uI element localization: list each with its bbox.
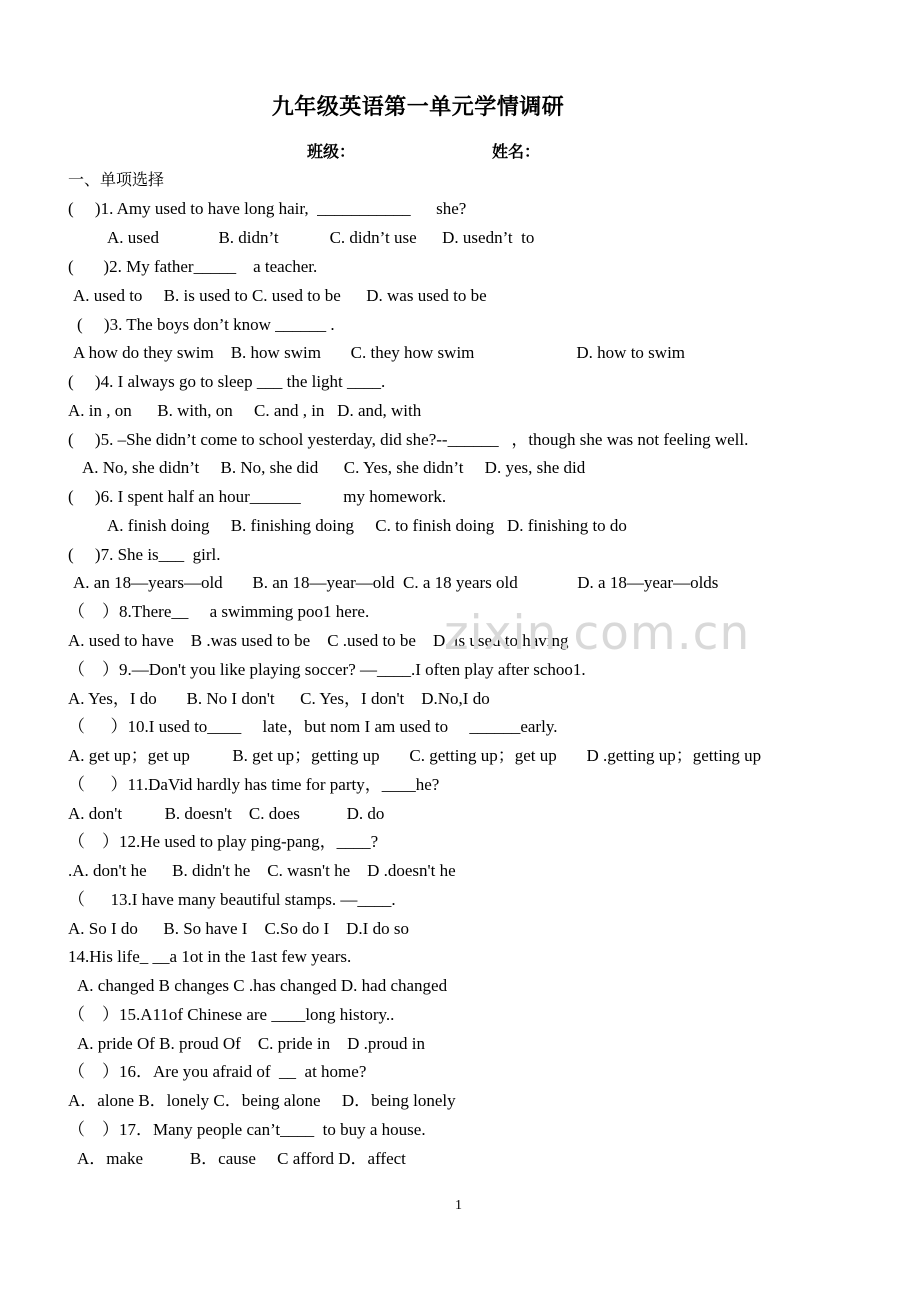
name-label: 姓名：: [492, 142, 541, 161]
question-6: ( )6. I spent half an hour______ my homework.: [68, 487, 447, 506]
options-6: A. finish doing B. finishing doing C. to finish doing D. finishing to do: [107, 516, 627, 535]
options-5: A. No, she didn’t B. No, she did C. Yes, she didn’t D. yes, she did: [82, 458, 586, 477]
options-16: A．alone B．lonely C．being alone D．being lonely: [68, 1091, 456, 1110]
question-2: ( )2. My father_____ a teacher.: [68, 257, 318, 276]
question-12: （ ）12.He used to play ping-pang，____?: [68, 832, 379, 851]
options-1: A. used B. didn’t C. didn’t use D. usedn’t to: [107, 228, 535, 247]
options-14: A. changed B changes C .has changed D. had changed: [77, 976, 448, 995]
options-12: .A. don't he B. didn't he C. wasn't he D .doesn't he: [68, 861, 456, 880]
options-2: A. used to B. is used to C. used to be D. was used to be: [73, 286, 487, 305]
question-17: （ ）17．Many people can’t____ to buy a house.: [68, 1120, 426, 1139]
options-15: A. pride Of B. proud Of C. pride in D .proud in: [77, 1034, 425, 1053]
question-7: ( )7. She is___ girl.: [68, 545, 221, 564]
class-label: 班级：: [307, 142, 356, 161]
question-9: （ ）9.—Don't you like playing soccer? —____.I often play after schoo1.: [68, 660, 586, 679]
watermark: zixin.com.cn: [444, 606, 751, 661]
question-14: 14.His life_ __a 1ot in the 1ast few years.: [68, 947, 352, 966]
page-number: 1: [455, 1198, 462, 1213]
question-8: （ ）8.There__ a swimming poo1 here.: [68, 602, 370, 621]
options-17: A．make B．cause C afford D．affect: [77, 1149, 406, 1168]
question-1: ( )1. Amy used to have long hair, ___________ she?: [68, 199, 467, 218]
options-13: A. So I do B. So have I C.So do I D.I do so: [68, 919, 409, 938]
question-11: （ ）11.DaVid hardly has time for party，____he?: [68, 775, 440, 794]
options-10: A. get up；get up B. get up；getting up C. getting up；get up D .getting up；getting up: [68, 746, 762, 765]
question-15: （ ）15.A11of Chinese are ____long history..: [68, 1005, 395, 1024]
options-7: A. an 18—years—old B. an 18—year—old C. a 18 years old D. a 18—year—olds: [73, 573, 719, 592]
section-heading: 一、单项选择: [68, 170, 165, 189]
question-16: （ ）16．Are you afraid of __ at home?: [68, 1062, 367, 1081]
options-8: A. used to have B .was used to be C .used to be D. is used to having: [68, 631, 569, 650]
question-3: ( )3. The boys don’t know ______ .: [77, 315, 335, 334]
question-10: （ ）10.I used to____ late，but nom I am used to ______early.: [68, 717, 558, 736]
question-13: （ 13.I have many beautiful stamps. —____.: [68, 890, 396, 909]
options-4: A. in , on B. with, on C. and , in D. and, with: [68, 401, 422, 420]
question-4: ( )4. I always go to sleep ___ the light ____.: [68, 372, 386, 391]
page-title: 九年级英语第一单元学情调研: [271, 95, 565, 120]
options-3: A how do they swim B. how swim C. they how swim D. how to swim: [73, 343, 686, 362]
options-9: A. Yes，I do B. No I don't C. Yes，I don't D.No,I do: [68, 689, 490, 708]
question-5: ( )5. –She didn’t come to school yesterday, did she?--______ ，though she was not feeling well.: [68, 430, 749, 449]
options-11: A. don't B. doesn't C. does D. do: [68, 804, 385, 823]
